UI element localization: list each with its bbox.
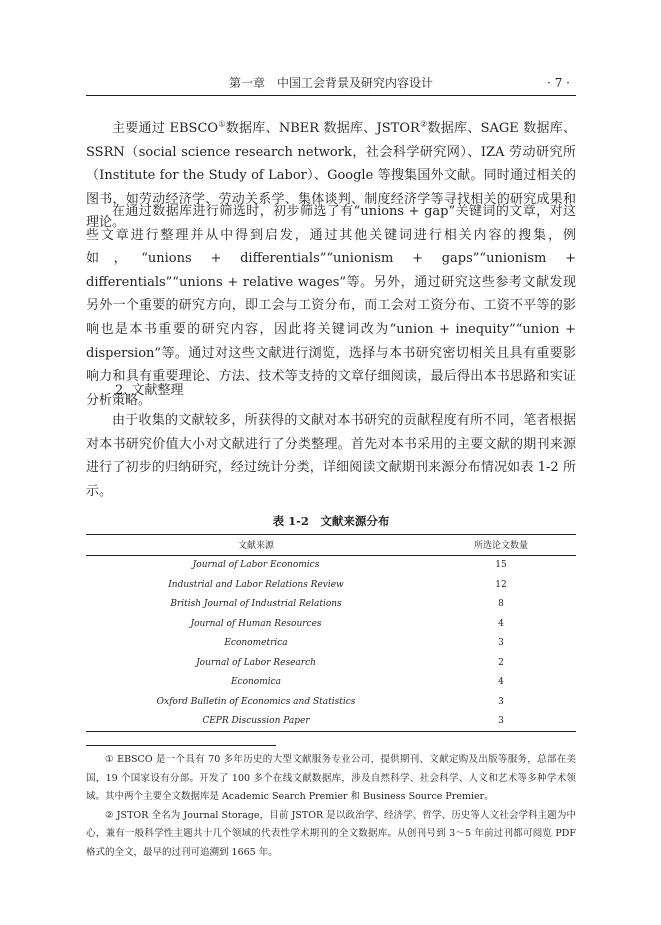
journal-cell: CEPR Discussion Paper	[202, 716, 310, 727]
section-heading: 2. 文献整理	[115, 383, 184, 398]
page-number: · 7 ·	[547, 76, 570, 90]
table-title: 表 1-2 文献来源分布	[272, 514, 390, 528]
footnote-1: ① EBSCO 是一个具有 70 多年历史的大型文献服务专业公司，提供期刊、文献定购及出版等服务，总部在美国，19 个国家设有分部。开发了 100 多个在线文献数据库，涉及自然科学、社会科学、人文和艺术等多种学术领域。其中两个主要全文数据库是 Academic Search Premier 和 Business Source Premier。	[86, 754, 576, 803]
table-row	[86, 634, 576, 654]
journal-cell: Journal of Labor Research	[196, 657, 316, 668]
journal-cell: Econometrica	[224, 638, 288, 649]
table-row	[86, 614, 576, 634]
journal-cell: Oxford Bulletin of Economics and Statistics	[156, 696, 356, 707]
table-row	[86, 595, 576, 615]
table-row	[86, 555, 576, 575]
paragraph-text: 数据库、NBER 数据库、JSTOR	[225, 121, 420, 136]
table-row	[86, 575, 576, 595]
header-source: 文献来源	[237, 541, 274, 552]
source-distribution-table	[86, 534, 576, 732]
table-row	[86, 712, 576, 732]
header-rule	[86, 95, 576, 96]
journal-cell: Journal of Labor Economics	[192, 560, 320, 571]
journal-cell: British Journal of Industrial Relations	[170, 599, 342, 610]
count-cell: 12	[495, 579, 507, 590]
count-cell: 3	[498, 716, 504, 727]
paragraph-keywords: 在通过数据库进行筛选时，初步筛选了有“unions + gap”关键词的文章，对这些文章进行整理并从中得到启发，通过其他关键词进行相关内容的搜集，例如，“unions + differentials”“unionism + gaps”“unionism + differentials”“unions + relative wages”等。另外，通过研究这些参考文献发现另外一个重要的研究方向，即工会与工资分布，而工会对工资分布、工资不平等的影响也是本书重要的研究内容，因此将关键词改为“union + inequity”“union + dispersion”等。通过对这些文献进行浏览，选择与本书研究密切相关且具有重要影响力和具有重要理论、方法、技术等支持的文章仔细阅读，最后得出本书思路和实证分析策略。	[86, 204, 576, 408]
count-cell: 3	[498, 696, 504, 707]
count-cell: 3	[498, 638, 504, 649]
count-cell: 15	[495, 560, 507, 571]
footnote-ref-1[interactable]: ①	[218, 119, 226, 129]
table-header-row	[86, 535, 576, 556]
count-cell: 4	[498, 677, 504, 688]
footnotes	[86, 751, 576, 863]
footnote-2: ② JSTOR 全名为 Journal Storage，目前 JSTOR 是以政治学、经济学、哲学、历史等人文社会学科主题为中心，兼有一般科学性主题共十几个领域的代表性学术期刊的全文数据库。从创刊号到 3～5 年前过刊都可阅览 PDF 格式的全文，最早的过刊可追溯到 1665 年。	[86, 809, 576, 858]
journal-cell: Economica	[230, 677, 282, 688]
count-cell: 4	[498, 618, 504, 629]
table-row	[86, 692, 576, 712]
table-row	[86, 673, 576, 693]
count-cell: 8	[498, 599, 504, 610]
journal-cell: Industrial and Labor Relations Review	[168, 579, 344, 590]
footnote-ref-2[interactable]: ②	[419, 119, 428, 129]
table-row	[86, 653, 576, 673]
paragraph-text: 数据库、SAGE 数据库、SSRN（social science research network，社会科学研究网）、IZA 劳动研究所（Institute for the Study of Labor）、Google 等搜集国外文献。同时通过相关的图书，如劳动经济学、劳动关系学、集体谈判、制度经济学等寻找相关的研究成果和理论。	[86, 121, 576, 231]
paragraph-text: 主要通过 EBSCO	[112, 121, 219, 136]
running-header	[86, 76, 576, 90]
header-count: 所选论文数量	[473, 541, 528, 552]
chapter-title: 第一章 中国工会背景及研究内容设计	[228, 76, 433, 90]
count-cell: 2	[498, 657, 504, 668]
footnote-rule	[86, 745, 276, 746]
paragraph-organization: 由于收集的文献较多，所获得的文献对本书研究的贡献程度有所不同，笔者根据对本书研究价值大小对文献进行了分类整理。首先对本书采用的主要文献的期刊来源进行了初步的归纳研究，经过统计分类，详细阅读文献期刊来源分布情况如表 1-2 所示。	[86, 413, 576, 499]
journal-cell: Journal of Human Resources	[190, 618, 322, 629]
